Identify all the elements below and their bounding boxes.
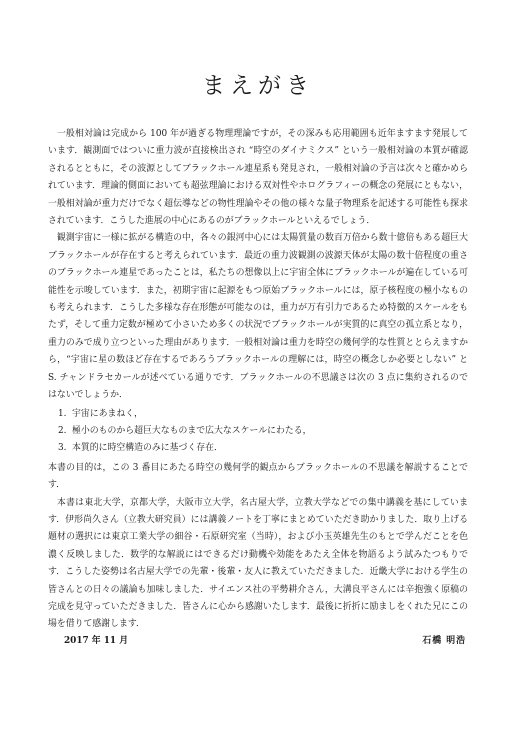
preface-body [48,126,468,634]
list-item [48,440,468,457]
signature-date: 2017 年 11 月 [64,636,129,646]
list-item [48,406,468,423]
list-item-text: 本質的に時空構造のみに基づく存在． [72,443,223,454]
signature-author: 石橋 明浩 [422,636,466,646]
list-item [48,423,468,440]
paragraph-acknowledgement: 本書は東北大学，京都大学，大阪市立大学，名古屋大学，立教大学などでの集中講義を基にしています．伊形尚久さん（立教大研究員）には講義ノートを丁寧にまとめていただき助かりました．取り上げる題材の選択には東京工業大学の細谷・石原研究室（当時），および小玉英雄先生のもとで学んだことを色濃く反映しました．数学的な解説にはできるだけ動機や効能をあたえ全体を物語るよう試みたつもりです．こうした姿勢は名古屋大学での先輩・後輩・友人に教えていただきました．近畿大学における学生の皆さんとの日々の議論も加味しました．サイエンス社の平勢耕介さん，大溝良平さんには辛抱強く原稿の完成を見守っていただきました．皆さんに心から感謝いたします．最後に折折に励ましをくれた兄にこの場を借りて感謝します． [48,497,468,630]
mystery-list [48,406,468,458]
list-item-number: 3. [58,443,67,454]
list-item-text: 宇宙にあまねく， [72,408,143,419]
list-item-number: 1. [58,408,67,419]
page-title: まえがき [202,73,314,99]
paragraph-observation: 観測宇宙に一様に拡がる構造の中，各々の銀河中心には太陽質量の数百万倍から数十億倍もある超巨大ブラックホールが存在すると考えられています．最近の重力波観測の波源天体が太陽の数十倍程度の重さのブラックホール連星であったことは，私たちの想像以上に宇宙全体にブラックホールが遍在している可能性を示唆しています．また，初期宇宙に起源をもつ原始ブラックホールには，原子核程度の極小なものも考えられます．こうした多様な存在形態が可能なのは，重力が万有引力であるため特徴的スケールをもたず，そして重力定数が極めて小さいため多くの状況でブラックホールが実質的に真空の孤立系となり，重力のみで成り立つといった理由があります．一般相対論は重力を時空の幾何学的な性質ととらえますから，“宇宙に星の数ほど存在するであろうブラックホールの理解には，時空の概念しか必要としない” と S. チャンドラセカールが述べている通りです．ブラックホールの不思議さは次の 3 点に集約されるのではないでしょうか． [48,233,468,401]
paragraph-intro: 一般相対論は完成から 100 年が過ぎる物理理論ですが，その深みも応用範囲も近年ますます発展しています．観測面ではついに重力波が直接検出され “時空のダイナミクス” という一般相対論の本質が確認されるとともに，その波源としてブラックホール連星系も発見され，一般相対論の予言は次々と確かめられています．理論的側面においても超弦理論における双対性やホログラフィーの概念の発展にともない，一般相対論が重力だけでなく超伝導などの物性理論やその他の様々な量子物理系を記述する可能性も探求されています．こうした進展の中心にあるのがブラックホールといえるでしょう． [48,129,468,227]
list-item-text: 極小のものから超巨大なものまで広大なスケールにわたる， [72,425,312,436]
paragraph-purpose: 本書の目的は，この 3 番目にあたる時空の幾何学的観点からブラックホールの不思議を解説することです． [48,462,468,491]
list-item-number: 2. [58,425,67,436]
